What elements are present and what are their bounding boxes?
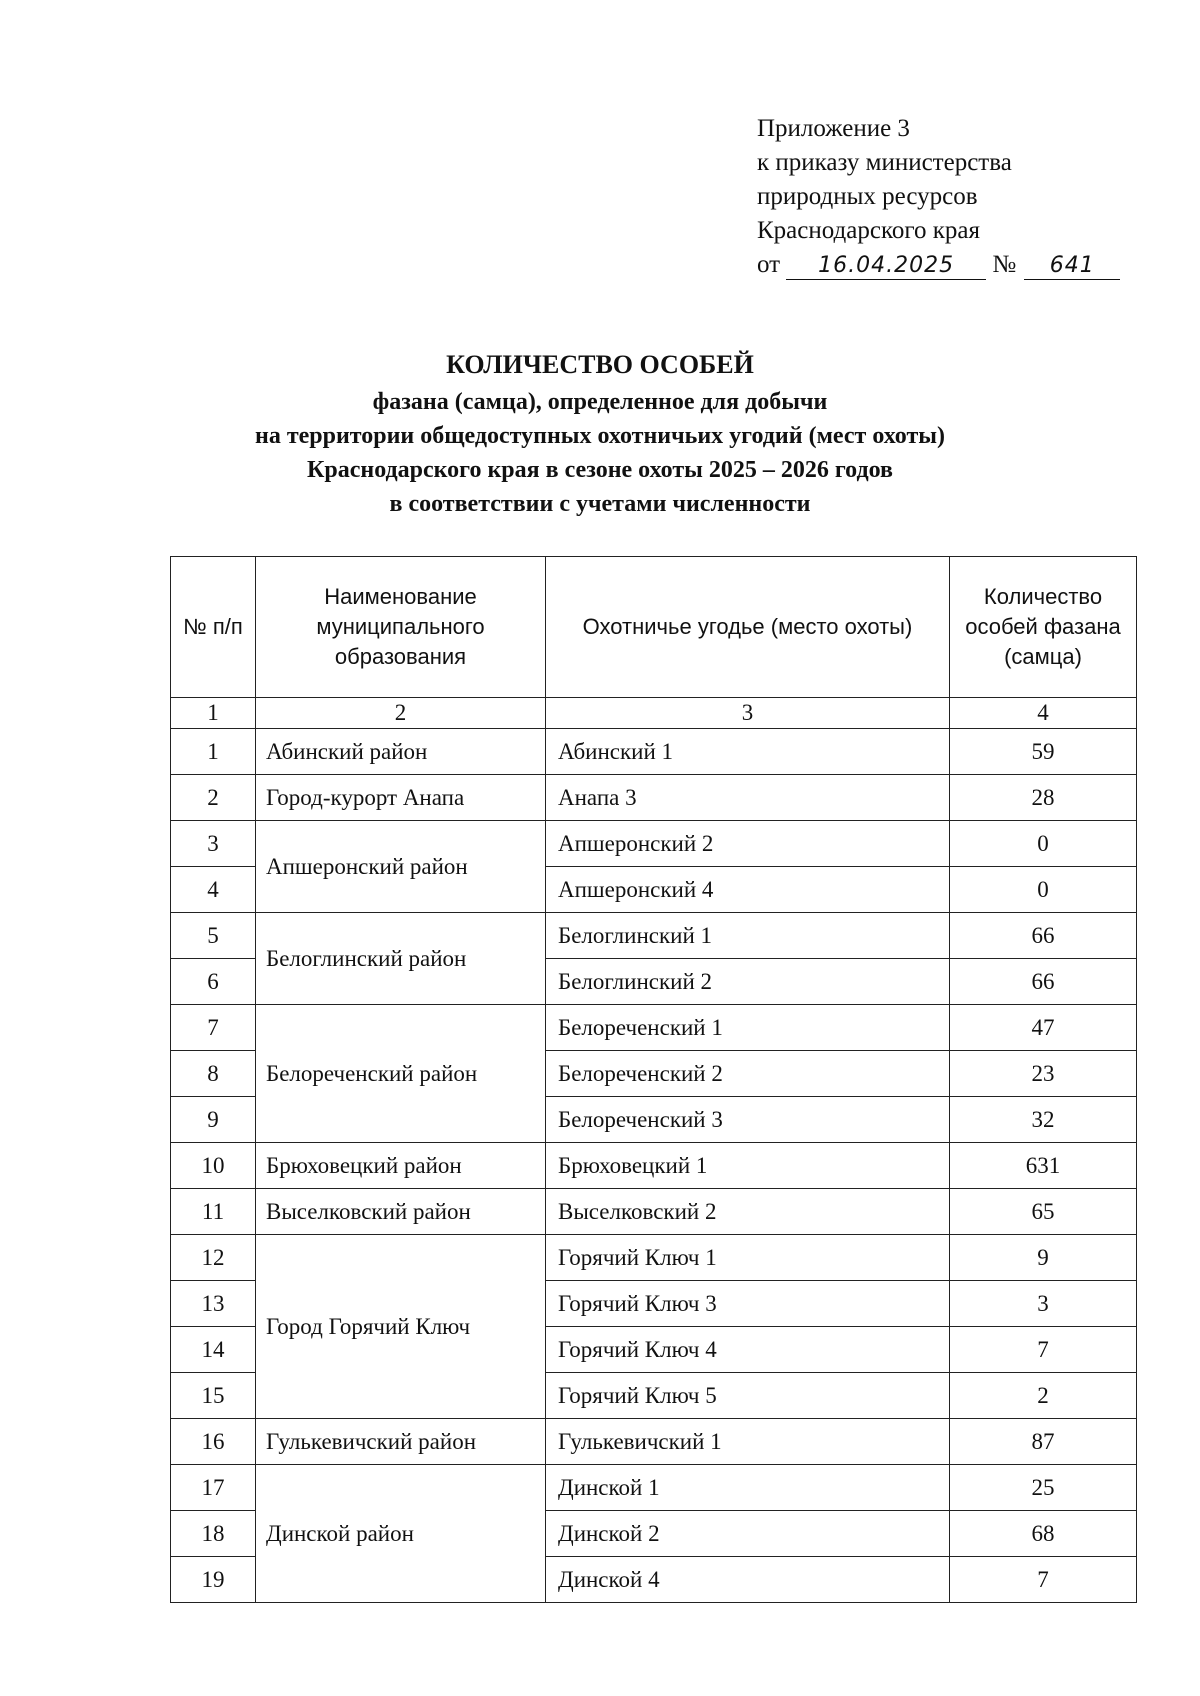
- row-number: 6: [171, 959, 256, 1005]
- hunting-ground: Горячий Ключ 5: [546, 1373, 950, 1419]
- municipality-name: Апшеронский район: [256, 821, 546, 913]
- header-hunting-ground: Охотничье угодье (место охоты): [546, 557, 950, 698]
- pheasant-count: 66: [950, 959, 1137, 1005]
- title-line-2: фазана (самца), определенное для добычи: [372, 389, 828, 415]
- hunting-ground: Абинский 1: [546, 729, 950, 775]
- table-row: [171, 1419, 1137, 1465]
- pheasant-count: 631: [950, 1143, 1137, 1189]
- table-header-row: [171, 557, 1137, 698]
- pheasant-count: 9: [950, 1235, 1137, 1281]
- row-number: 2: [171, 775, 256, 821]
- appendix-title: Приложение 3: [757, 115, 910, 142]
- column-number: 3: [546, 698, 950, 729]
- row-number: 16: [171, 1419, 256, 1465]
- hunting-ground: Белореченский 2: [546, 1051, 950, 1097]
- quota-table-wrapper: [170, 556, 1136, 1603]
- table-row: [171, 1235, 1137, 1281]
- hunting-ground: Брюховецкий 1: [546, 1143, 950, 1189]
- table-row: [171, 821, 1137, 867]
- row-number: 11: [171, 1189, 256, 1235]
- row-number: 17: [171, 1465, 256, 1511]
- hunting-ground: Апшеронский 2: [546, 821, 950, 867]
- table-row: [171, 1465, 1137, 1511]
- handwritten-date: 16.04.2025: [786, 253, 986, 280]
- pheasant-count: 65: [950, 1189, 1137, 1235]
- municipality-name: Белореченский район: [256, 1005, 546, 1143]
- row-number: 12: [171, 1235, 256, 1281]
- row-number: 18: [171, 1511, 256, 1557]
- table-row: [171, 729, 1137, 775]
- row-number: 5: [171, 913, 256, 959]
- hunting-ground: Горячий Ключ 3: [546, 1281, 950, 1327]
- title-line-3: на территории общедоступных охотничьих угодий (мест охоты): [254, 423, 946, 449]
- municipality-name: Выселковский район: [256, 1189, 546, 1235]
- header-num: № п/п: [171, 557, 256, 698]
- appendix-ministry: природных ресурсов: [757, 183, 978, 210]
- appendix-region: Краснодарского края: [757, 217, 980, 244]
- table-row: [171, 1005, 1137, 1051]
- row-number: 4: [171, 867, 256, 913]
- pheasant-count: 68: [950, 1511, 1137, 1557]
- hunting-ground: Белореченский 1: [546, 1005, 950, 1051]
- table-body: [171, 729, 1137, 1603]
- pheasant-count: 47: [950, 1005, 1137, 1051]
- hunting-ground: Белоглинский 2: [546, 959, 950, 1005]
- handwritten-number: 641: [1024, 253, 1120, 280]
- pheasant-count: 59: [950, 729, 1137, 775]
- municipality-name: Белоглинский район: [256, 913, 546, 1005]
- municipality-name: Абинский район: [256, 729, 546, 775]
- hunting-ground: Горячий Ключ 4: [546, 1327, 950, 1373]
- hunting-ground: Горячий Ключ 1: [546, 1235, 950, 1281]
- header-municipality: Наименование муниципального образования: [256, 557, 546, 698]
- hunting-ground: Гулькевичский 1: [546, 1419, 950, 1465]
- pheasant-count: 3: [950, 1281, 1137, 1327]
- row-number: 7: [171, 1005, 256, 1051]
- row-number: 15: [171, 1373, 256, 1419]
- pheasant-count: 87: [950, 1419, 1137, 1465]
- row-number: 8: [171, 1051, 256, 1097]
- row-number: 3: [171, 821, 256, 867]
- column-number: 1: [171, 698, 256, 729]
- pheasant-count: 7: [950, 1557, 1137, 1603]
- row-number: 1: [171, 729, 256, 775]
- pheasant-count: 25: [950, 1465, 1137, 1511]
- column-number: 2: [256, 698, 546, 729]
- pheasant-count: 28: [950, 775, 1137, 821]
- hunting-ground: Белоглинский 1: [546, 913, 950, 959]
- appendix-block: [757, 112, 1120, 282]
- title-line-5: в соответствии с учетами численности: [389, 491, 811, 517]
- appendix-order-ref: к приказу министерства: [757, 149, 1012, 176]
- table-row: [171, 1189, 1137, 1235]
- pheasant-count: 66: [950, 913, 1137, 959]
- hunting-ground: Белореченский 3: [546, 1097, 950, 1143]
- column-number: 4: [950, 698, 1137, 729]
- pheasant-count: 7: [950, 1327, 1137, 1373]
- pheasant-count: 0: [950, 867, 1137, 913]
- row-number: 13: [171, 1281, 256, 1327]
- hunting-ground: Апшеронский 4: [546, 867, 950, 913]
- document-title: [0, 345, 1200, 521]
- municipality-name: Гулькевичский район: [256, 1419, 546, 1465]
- municipality-name: Брюховецкий район: [256, 1143, 546, 1189]
- quota-table: [170, 556, 1137, 1603]
- pheasant-count: 23: [950, 1051, 1137, 1097]
- column-number-row: [171, 698, 1137, 729]
- pheasant-count: 0: [950, 821, 1137, 867]
- number-label: №: [992, 251, 1017, 278]
- header-count: Количество особей фазана (самца): [950, 557, 1137, 698]
- hunting-ground: Анапа 3: [546, 775, 950, 821]
- from-label: от: [757, 251, 781, 278]
- table-row: [171, 775, 1137, 821]
- hunting-ground: Динской 4: [546, 1557, 950, 1603]
- appendix-date-line: [757, 248, 1120, 282]
- row-number: 19: [171, 1557, 256, 1603]
- municipality-name: Город Горячий Ключ: [256, 1235, 546, 1419]
- table-row: [171, 1143, 1137, 1189]
- municipality-name: Динской район: [256, 1465, 546, 1603]
- row-number: 10: [171, 1143, 256, 1189]
- row-number: 14: [171, 1327, 256, 1373]
- hunting-ground: Динской 2: [546, 1511, 950, 1557]
- title-line-4: Краснодарского края в сезоне охоты 2025 – 2026 годов: [306, 457, 893, 483]
- title-main: КОЛИЧЕСТВО ОСОБЕЙ: [446, 350, 754, 379]
- row-number: 9: [171, 1097, 256, 1143]
- hunting-ground: Выселковский 2: [546, 1189, 950, 1235]
- municipality-name: Город-курорт Анапа: [256, 775, 546, 821]
- pheasant-count: 2: [950, 1373, 1137, 1419]
- hunting-ground: Динской 1: [546, 1465, 950, 1511]
- pheasant-count: 32: [950, 1097, 1137, 1143]
- table-row: [171, 913, 1137, 959]
